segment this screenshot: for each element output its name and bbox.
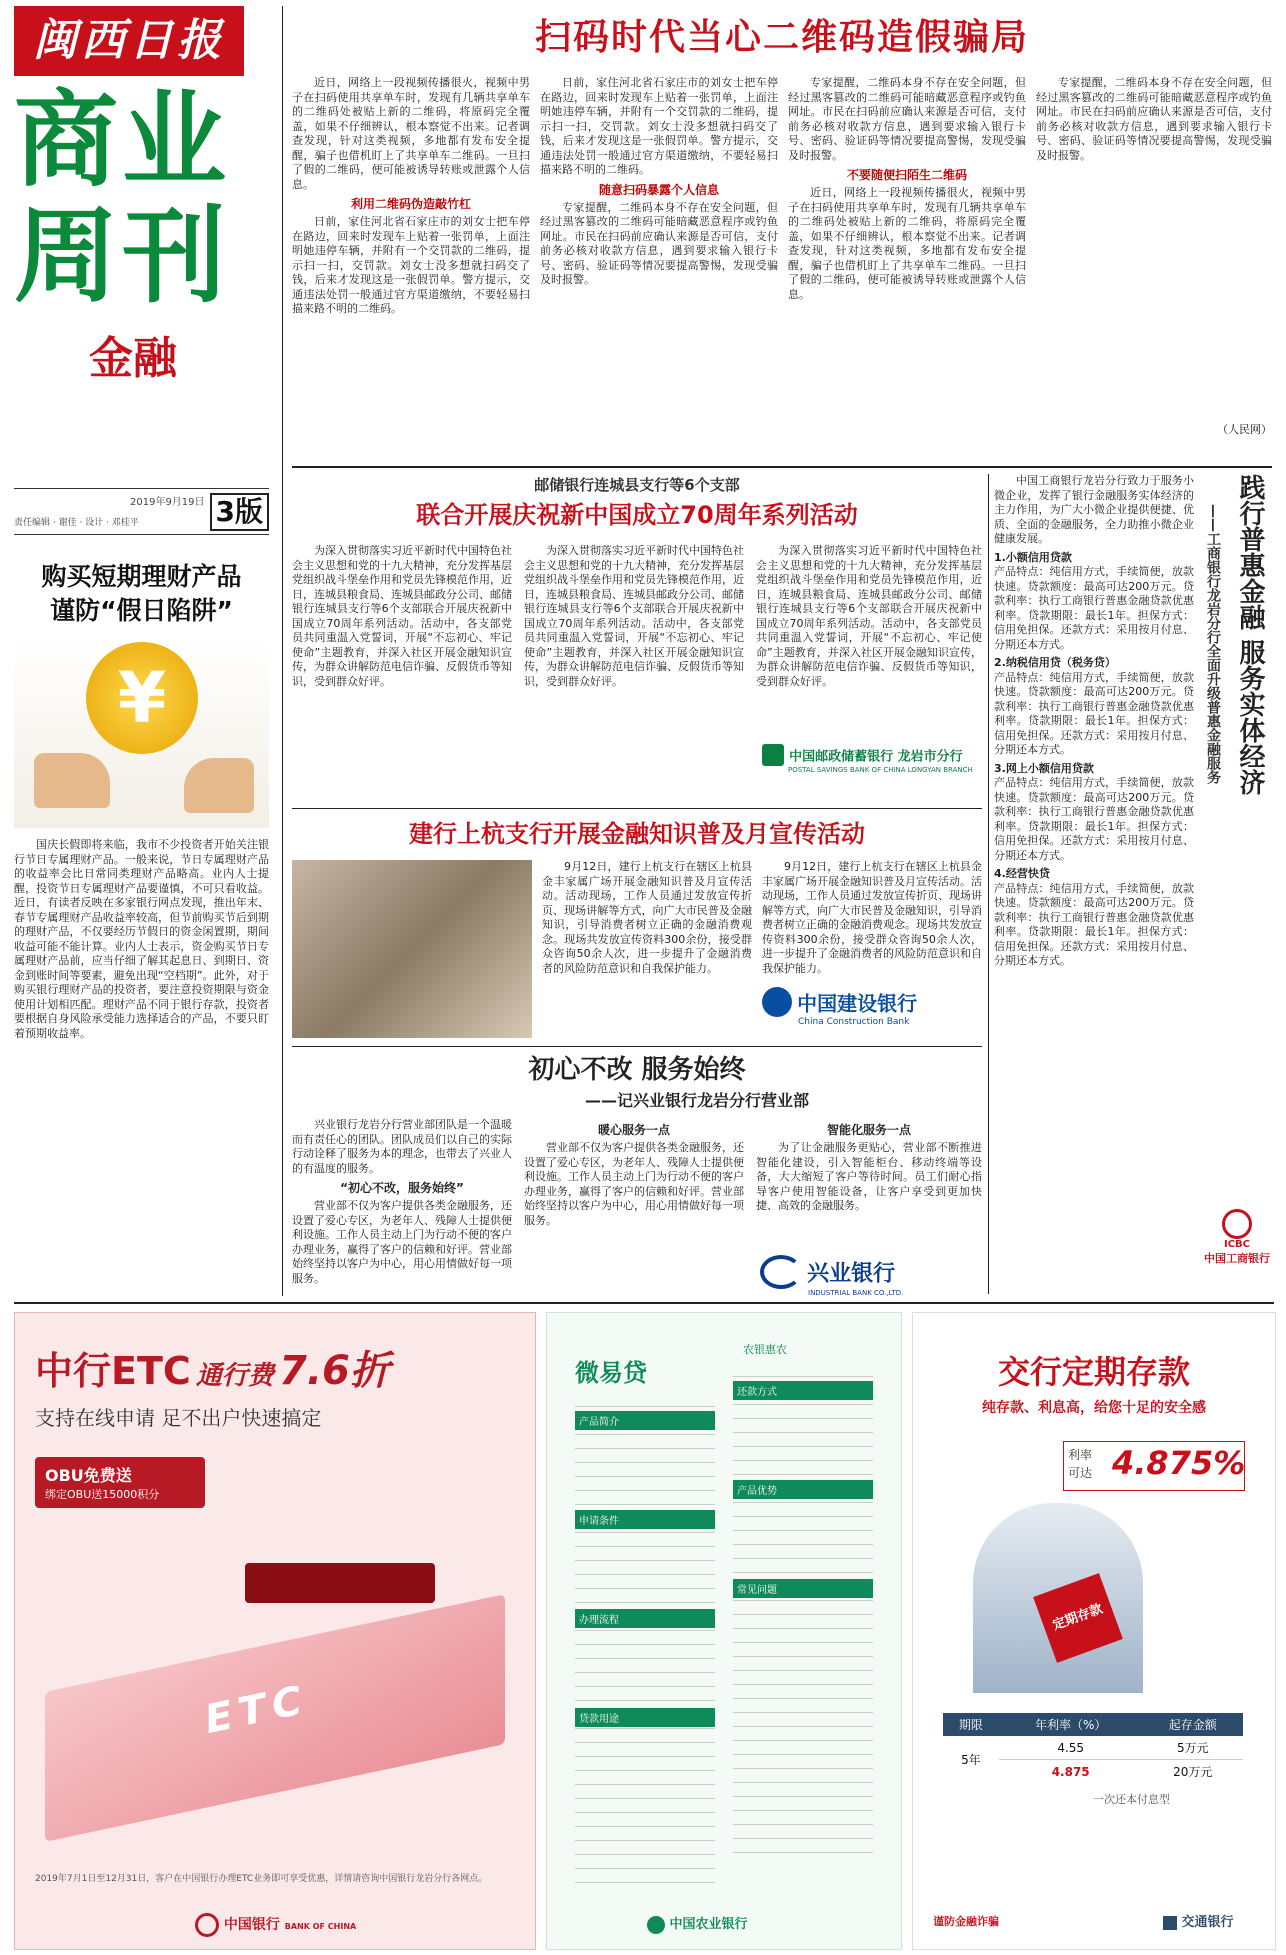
left-article-illustration: [14, 638, 269, 828]
psbc-body: 为深入贯彻落实习近平新时代中国特色社会主义思想和党的十九大精神，充分发挥基层党组织战斗堡垒作用和党员先锋模范作用，近日，连城县粮食局、连城县邮政分公司、邮储银行连城县支行等6个支部联合开展庆祝新中国成立70周年系列活动。活动中，各支部党员共同重温入党誓词，开展“不忘初心、牢记使命”主题教育，并深入社区开展金融知识宣传，为群众讲解防范电信诈骗、反假货币等知识，受到群众好评。: [756, 544, 982, 688]
icbc-logo: [1200, 1209, 1274, 1289]
cib-body3: 为了让金融服务更贴心，营业部不断推进智能化建设，引入智能柜台、移动终端等设备，大大缩短了客户等待时间。员工们耐心指导客户使用智能设备，让客户享受到更加快捷、高效的金融服务。: [756, 1141, 982, 1212]
bocom-table-cell: 4.55: [1057, 1740, 1085, 1755]
psbc-logo-en: POSTAL SAVINGS BANK OF CHINA LONGYAN BRANCH: [788, 766, 973, 774]
abc-emblem-icon: [647, 1916, 665, 1934]
date-block: [14, 488, 269, 535]
boc-road-illustration: [45, 1594, 505, 1842]
boc-ad-title: 中行ETC: [35, 1349, 191, 1393]
main-article-body3: 专家提醒，二维码本身不存在安全问题，但经过黑客篡改的二维码可能暗藏恶意程序或钓鱼网址。市民在扫码前应确认来源是否可信，支付前务必核对收款方信息，遇到要求输入银行卡号、密码、验证码等情况要提高警惕，发现受骗及时报警。: [540, 200, 778, 286]
cib-subhead-1: “初心不改，服务始终”: [340, 1181, 464, 1195]
boc-obu-text: OBU免费送: [45, 1466, 132, 1485]
abc-right-panel: [733, 1373, 873, 1853]
bocom-logo-text: 交通银行: [1181, 1915, 1234, 1930]
abc-section-3: 贷款用途: [575, 1708, 715, 1727]
icbc-subtitle: ——工商银行龙岩分行全面升级普惠金融服务: [1205, 504, 1221, 784]
boc-logo: [195, 1913, 356, 1937]
icbc-body: 中国工商银行龙岩分行致力于服务小微企业，发挥了银行金融服务实体经济的主力作用，为广大小微企业提供便捷、优质、全面的金融服务，全力助推小微企业健康发展。: [994, 474, 1194, 545]
left-article-body: 国庆长假即将来临，我市不少投资者开始关注银行节日专属理财产品。一般来说，节日专属理财产品的收益率会比日常同类理财产品略高。业内人士提醒，投资节日专属理财产品要谨慎，不可只看收益。近日，有读者反映在多家银行网点发现，推出年末、春节专属理财产品收益率较高，但节前购买节后到期的理财产品，不仅要经历节假日的资金闲置期，期间收益可能不能计算。业内人士表示，资金购买节日专属理财产品前，应当仔细了解其起息日、到期日、资金到账时间等要素，避免出现“空档期”。此外，对于购买银行理财产品的投资者，要注意投资期限与资金使用计划相匹配。理财产品不同于银行存款，投资者要根据自身风险承受能力选择适合的产品，不要只盯着预期收益率。: [14, 838, 269, 1040]
main-article-body: 近日，网络上一段视频传播很火，视频中男子在扫码使用共享单车时，发现有几辆共享单车的二维码处被贴上新的二维码，将原码完全覆盖，如果不仔细辨认，根本察觉不出来。记者调查发现，针对这类视频，多地都有发布安全提醒，骗子也借机盯上了共享单车二维码。一旦扫了假的二维码，便可能被诱导转账或泄露个人信息。: [292, 76, 530, 191]
bocom-table-header: 期限: [958, 1718, 983, 1732]
main-article-body3: 专家提醒，二维码本身不存在安全问题，但经过黑客篡改的二维码可能暗藏恶意程序或钓鱼网址。市民在扫码前应确认来源是否可信，支付前务必核对收款方信息，遇到要求输入银行卡号、密码、验证码等情况要提高警惕，发现受骗及时报警。: [1036, 76, 1272, 162]
icbc-article: [994, 474, 1274, 1296]
abc-tag: 农银惠农: [743, 1343, 787, 1356]
cib-title: 初心不改 服务始终: [528, 1055, 746, 1085]
editor-line: 责任编辑 · 谢佳 · 设计 · 邓桂平: [14, 518, 139, 528]
main-article-body3: 专家提醒，二维码本身不存在安全问题，但经过黑客篡改的二维码可能暗藏恶意程序或钓鱼网址。市民在扫码前应确认来源是否可信，支付前务必核对收款方信息，遇到要求输入银行卡号、密码、验证码等情况要提高警惕，发现受骗及时报警。: [788, 76, 1026, 162]
bocom-table-cell: 5万元: [1176, 1741, 1209, 1755]
cib-body2: 营业部不仅为客户提供各类金融服务，还设置了爱心专区，为老年人、残障人士提供便利设施。工作人员主动上门为行动不便的客户办理业务，赢得了客户的信赖和好评。营业部始终坚持以客户为中心，用心用情做好每一项服务。: [292, 1199, 512, 1285]
boc-logo-en: BANK OF CHINA: [284, 1922, 357, 1931]
ccb-emblem-icon: [762, 987, 792, 1017]
bocom-footer: 谨防金融诈骗: [933, 1915, 999, 1928]
date-line: 2019年9月19日: [130, 497, 205, 508]
abc-section-6: 常见问题: [733, 1579, 873, 1598]
masthead: [14, 6, 254, 446]
yen-coin-icon: ¥: [86, 642, 198, 754]
abc-left-panel: [575, 1403, 715, 1883]
section-title-1: 商业: [14, 78, 231, 201]
icbc-item-4: 4.经营快贷: [994, 867, 1050, 880]
hand-icon: [34, 753, 110, 808]
psbc-title: 联合开展庆祝新中国成立70周年系列活动: [416, 501, 858, 529]
paper-name-logo: 闽西日报: [14, 6, 244, 76]
page-number: 3版: [210, 493, 269, 531]
boc-ad-footnote: 2019年7月1日至12月31日，客户在中国银行办理ETC业务即可享受优惠，详情请咨询中国银行龙岩分行各网点。: [35, 1874, 488, 1884]
bocom-ad-title: 交行定期存款: [997, 1353, 1190, 1391]
cib-subhead-0: 暖心服务一点: [597, 1123, 670, 1137]
icbc-logo-text: 中国工商银行: [1204, 1252, 1270, 1265]
psbc-logo: [762, 744, 982, 784]
icbc-body2: 产品特点：纯信用方式，手续简便，放款快速。贷款额度：最高可达200万元。贷款利率：执行工商银行普惠金融贷款优惠利率。贷款期限：最长1年。担保方式：信用免担保。还款方式：采用按月付息、分期还本方式。: [994, 670, 1194, 756]
ad-boc: [14, 1312, 536, 1950]
psbc-logo-text: 中国邮政储蓄银行 龙岩市分行: [789, 749, 963, 765]
main-subhead-1: 利用二维码伪造敲竹杠: [350, 197, 471, 211]
psbc-body: 为深入贯彻落实习近平新时代中国特色社会主义思想和党的十九大精神，充分发挥基层党组织战斗堡垒作用和党员先锋模范作用，近日，连城县粮食局、连城县邮政分公司、邮储银行连城县支行等6个支部联合开展庆祝新中国成立70周年系列活动。活动中，各支部党员共同重温入党誓词，开展“不忘初心、牢记使命”主题教育，并深入社区开展金融知识宣传，为群众讲解防范电信诈骗、反假货币等知识，受到群众好评。: [292, 544, 512, 688]
ccb-title: 建行上杭支行开展金融知识普及月宣传活动: [409, 820, 865, 848]
icbc-body2: 产品特点：纯信用方式，手续简便，放款快速。贷款额度：最高可达200万元。贷款利率：执行工商银行普惠金融贷款优惠利率。贷款期限：最长1年。担保方式：信用免担保。还款方式：采用按月付息、分期还本方式。: [994, 565, 1194, 651]
bocom-rate-label: 利率 可达: [1068, 1448, 1093, 1480]
bocom-table-header: 起存金额: [1168, 1718, 1217, 1732]
boc-ad-slogan: 支持在线申请 足不出户快速搞定: [35, 1406, 322, 1430]
ccb-logo-text: 中国建设银行: [797, 991, 918, 1016]
bocom-logo: [1163, 1911, 1234, 1930]
main-article: [292, 6, 1272, 461]
boc-emblem-icon: [195, 1913, 219, 1937]
ccb-event-photo: [292, 860, 532, 1038]
main-article-body: 近日，网络上一段视频传播很火，视频中男子在扫码使用共享单车时，发现有几辆共享单车的二维码处被贴上新的二维码，将原码完全覆盖，如果不仔细辨认，根本察觉不出来。记者调查发现，针对这类视频，多地都有发布安全提醒，骗子也借机盯上了共享单车二维码。一旦扫了假的二维码，便可能被诱导转账或泄露个人信息。: [788, 186, 1026, 301]
bocom-rate-value: 4.875%: [1112, 1444, 1246, 1482]
cib-subtitle: ——记兴业银行龙岩分行营业部: [584, 1091, 809, 1110]
boc-ad-discount: 7.6折: [278, 1348, 390, 1394]
bocom-rate-table: [943, 1713, 1243, 1783]
section-sub: 金融: [89, 333, 177, 384]
ccb-body: 9月12日，建行上杭支行在辖区上杭县金丰家属广场开展金融知识普及月宣传活动。活动现场，工作人员通过发放宣传折页、现场讲解等方式，向广大市民普及金融知识，引导消费者树立正确的金融消费观念。现场共发放宣传资料300余份，接受群众咨询50余人次，进一步提升了金融消费者的风险防范意识和自我保护能力。: [762, 860, 982, 975]
bocom-badge: 定期存款: [1033, 1573, 1123, 1663]
ad-bocom: [912, 1312, 1276, 1950]
bocom-table-cell: 5年: [961, 1753, 981, 1767]
boc-obu-badge: [35, 1457, 205, 1508]
ccb-body: 9月12日，建行上杭支行在辖区上杭县金丰家属广场开展金融知识普及月宣传活动。活动现场，工作人员通过发放宣传折页、现场讲解等方式，向广大市民普及金融知识，引导消费者树立正确的金融消费观念。现场共发放宣传资料300余份，接受群众咨询50余人次，进一步提升了金融消费者的风险防范意识和自我保护能力。: [542, 860, 752, 975]
icbc-title: 践行普惠金融 服务实体经济: [1235, 474, 1265, 796]
ccb-logo: [762, 987, 982, 1037]
boc-logo-text: 中国银行: [223, 1917, 280, 1933]
boc-road-label: ETC: [205, 1676, 307, 1744]
cib-logo-text: 兴业银行: [807, 1261, 896, 1287]
cib-body: 兴业银行龙岩分行营业部团队是一个温暖而有责任心的团队。团队成员们以自己的实际行动诠释了服务为本的理念，也带去了兴业人的有温度的服务。: [292, 1118, 512, 1175]
main-article-body2: 日前，家住河北省石家庄市的刘女士把车停在路边，回来时发现车上贴着一张罚单，上面注明她违停车辆，并附有一个交罚款的二维码，提示扫一扫，交罚款。刘女士没多想就扫码交了钱，后来才发现这是一张假罚单。警方提示，交通违法处罚一般通过官方渠道缴纳，不要轻易扫描来路不明的二维码。: [540, 76, 778, 176]
etc-gate-icon: [245, 1563, 435, 1603]
icbc-body2: 产品特点：纯信用方式，手续简便，放款快速。贷款额度：最高可达200万元。贷款利率：执行工商银行普惠金融贷款优惠利率。贷款期限：最长1年。担保方式：信用免担保。还款方式：采用按月付息、分期还本方式。: [994, 776, 1194, 862]
psbc-emblem-icon: [762, 744, 784, 766]
bocom-table-cell: 4.875: [1051, 1764, 1090, 1779]
abc-section-1: 申请条件: [575, 1510, 715, 1529]
left-article-title: 购买短期理财产品 谨防“假日陷阱”: [41, 562, 242, 625]
bocom-ad-slogan: 纯存款、利息高，给您十足的安全感: [982, 1400, 1206, 1416]
main-article-title: 扫码时代当心二维码造假骗局: [534, 17, 1029, 58]
bocom-note: 一次还本付息型: [1093, 1793, 1170, 1806]
main-article-source: （人民网）: [1217, 423, 1272, 436]
abc-logo-text: 中国农业银行: [669, 1917, 748, 1932]
icbc-emblem-icon: [1222, 1209, 1252, 1239]
cib-emblem-icon: [760, 1255, 802, 1289]
psbc-kicker: 邮储银行连城县支行等6个支部: [534, 476, 740, 494]
boc-obu-text2: 绑定OBU送15000积分: [45, 1488, 160, 1501]
psbc-body: 为深入贯彻落实习近平新时代中国特色社会主义思想和党的十九大精神，充分发挥基层党组织战斗堡垒作用和党员先锋模范作用，近日，连城县粮食局、连城县邮政分公司、邮储银行连城县支行等6个支部联合开展庆祝新中国成立70周年系列活动。活动中，各支部党员共同重温入党誓词，开展“不忘初心、牢记使命”主题教育，并深入社区开展金融知识宣传，为群众讲解防范电信诈骗、反假货币等知识，受到群众好评。: [524, 544, 744, 688]
icbc-logo-mark: ICBC: [1223, 1239, 1251, 1250]
boc-ad-title2: 通行费: [195, 1361, 274, 1391]
abc-logo: [647, 1913, 748, 1934]
abc-section-2: 办理流程: [575, 1609, 715, 1628]
main-subhead-2: 随意扫码暴露个人信息: [598, 182, 719, 197]
ad-abc: [546, 1312, 902, 1950]
main-article-body2: 日前，家住河北省石家庄市的刘女士把车停在路边，回来时发现车上贴着一张罚单，上面注明她违停车辆，并附有一个交罚款的二维码，提示扫一扫，交罚款。刘女士没多想就扫码交了钱，后来才发现这是一张假罚单。警方提示，交通违法处罚一般通过官方渠道缴纳，不要轻易扫描来路不明的二维码。: [292, 215, 530, 315]
hand-icon: [184, 758, 254, 813]
abc-section-0: 产品简介: [575, 1411, 715, 1430]
cib-subhead-2: 智能化服务一点: [826, 1123, 911, 1137]
cib-body2: 营业部不仅为客户提供各类金融服务，还设置了爱心专区，为老年人、残障人士提供便利设施。工作人员主动上门为行动不便的客户办理业务，赢得了客户的信赖和好评。营业部始终坚持以客户为中心，用心用情做好每一项服务。: [524, 1141, 744, 1227]
main-subhead-3: 不要随便扫陌生二维码: [846, 168, 967, 182]
bocom-emblem-icon: [1163, 1916, 1177, 1930]
bocom-table-header: 年利率（%）: [1034, 1718, 1107, 1732]
section-title-2: 周刊: [14, 194, 231, 317]
bocom-table-cell: 20万元: [1173, 1765, 1213, 1779]
bocom-rate-box: [1063, 1441, 1245, 1491]
psbc-article: [292, 474, 982, 804]
icbc-item-1: 1.小额信用贷款: [994, 550, 1072, 564]
icbc-body2: 产品特点：纯信用方式，手续简便，放款快速。贷款额度：最高可达200万元。贷款利率：执行工商银行普惠金融贷款优惠利率。贷款期限：最长1年。担保方式：信用免担保。还款方式：采用按月付息、分期还本方式。: [994, 881, 1194, 967]
abc-product-name: 微易贷: [575, 1359, 647, 1387]
ccb-logo-en: China Construction Bank: [798, 1017, 910, 1027]
icbc-item-3: 3.网上小额信用贷款: [994, 761, 1094, 775]
ccb-article: [292, 812, 982, 1042]
cib-logo: [760, 1255, 980, 1295]
abc-section-4: 还款方式: [733, 1381, 873, 1400]
icbc-item-2: 2.纳税信用贷（税务贷）: [994, 656, 1116, 669]
abc-section-5: 产品优势: [733, 1480, 873, 1499]
cib-logo-en: INDUSTRIAL BANK CO.,LTD.: [808, 1289, 904, 1297]
